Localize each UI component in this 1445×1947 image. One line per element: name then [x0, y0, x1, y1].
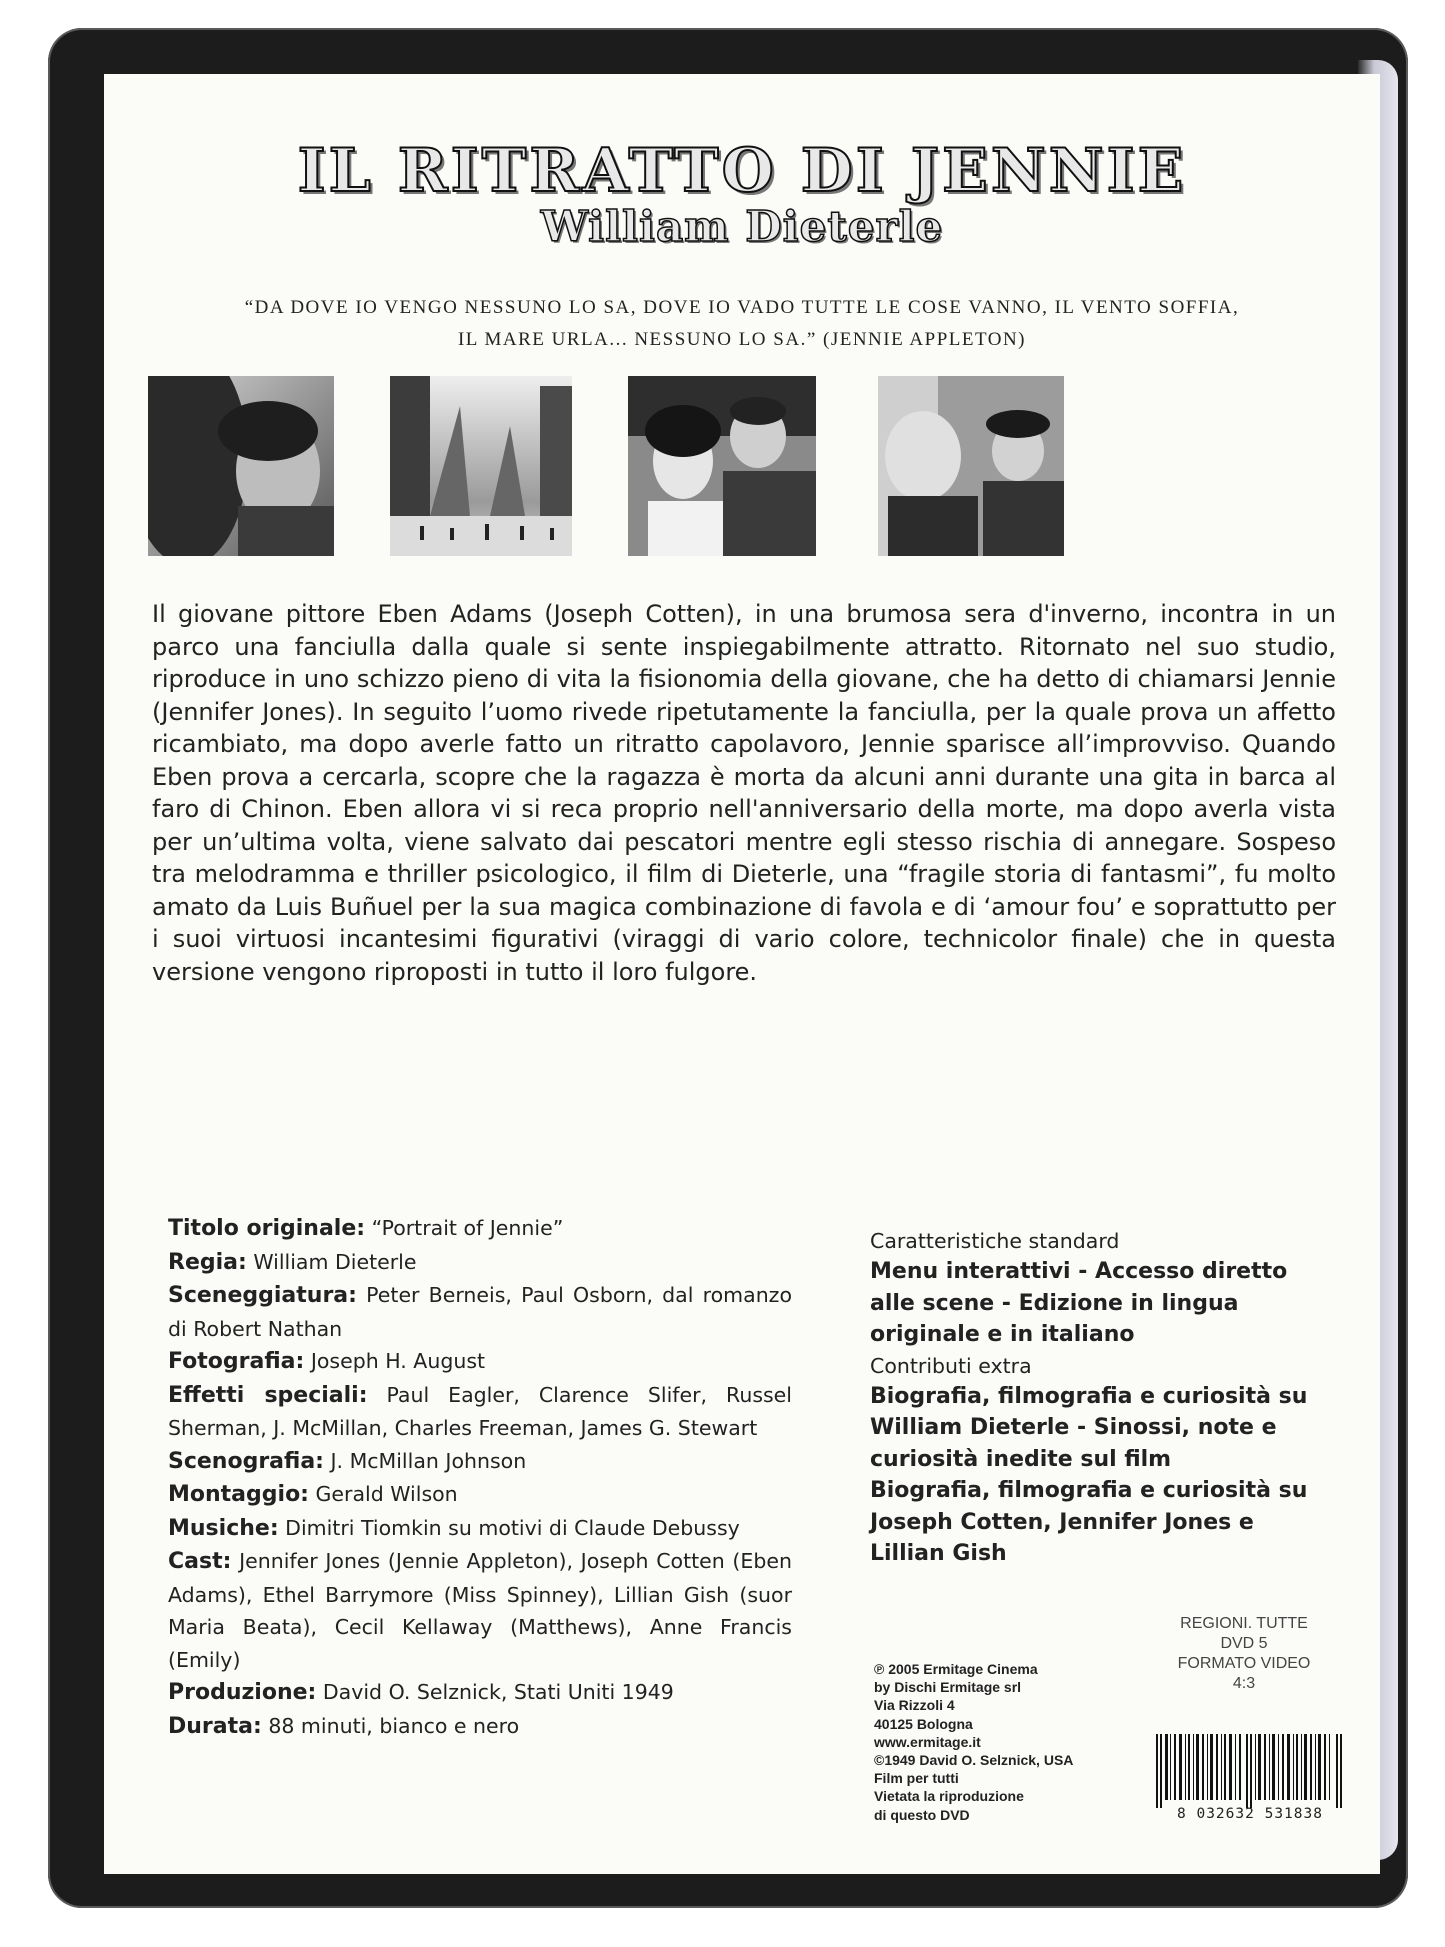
- credit-key: Musiche:: [168, 1515, 279, 1541]
- extra-features-text: Biografia, filmografia e curiosità su Joseph Cotten, Jennifer Jones e Lillian Gish: [870, 1478, 1308, 1566]
- extra-features-label: Contributi extra: [870, 1353, 1032, 1378]
- director-name: William Dieterle: [540, 202, 944, 251]
- credit-key: Titolo originale:: [168, 1216, 366, 1241]
- barcode-digits: 8 032632 531838: [1177, 1806, 1323, 1822]
- publisher-line: www.ermitage.it: [874, 1733, 981, 1750]
- credit-line: [168, 1246, 792, 1280]
- credits-block: [168, 1212, 792, 1743]
- publisher-line: ℗ 2005 Ermitage Cinema: [874, 1661, 1038, 1677]
- synopsis-text: Il giovane pittore Eben Adams (Joseph Cotten), in una brumosa sera d'inverno, incontra in un parco una fanciulla dalla quale si sente inspiegabilmente attratto. Ritornato nel suo studio, riproduce in uno schizzo pieno di vita la fisionomia della giovane, che ha detto di chiamarsi Jennie (Jennifer Jones). In seguito l’uomo rivede ripetutamente la fanciulla, per la quale prova un affetto ricambiato, ma dopo averle fatto un ritratto capolavoro, Jennie sparisce all’improvviso. Quando Eben prova a cercarla, scopre che la ragazza è morta da alcuni anni durante una gita in barca al faro di Chinon. Eben allora vi si reca proprio nell'anniversario della morte, ma dopo averla vista per un’ultima volta, viene salvato dai pescatori mentre egli stesso rischia di annegare. Sospeso tra melodramma e thriller psicologico, il film di Dieterle, una “fragile storia di fantasmi”, fu molto amato da Luis Buñuel per la sua magica combinazione di favola e di ‘amour fou’ e soprattutto per i suoi virtuosi incantesimi figurativi (viraggi di vario colore, technicolor finale) che in questa versione vengono riproposti in tutto il loro fulgore.: [152, 600, 1336, 986]
- credit-value: J. McMillan Johnson: [330, 1448, 527, 1473]
- credit-line: [168, 1279, 792, 1345]
- tagline-quote: [184, 292, 1300, 356]
- credit-value: Paul Eagler, Clarence Slifer, Russel Sherman, J. McMillan, Charles Freeman, James G. Stewart: [168, 1382, 792, 1440]
- publisher-line: 40125 Bologna: [874, 1715, 973, 1732]
- credit-line: [168, 1478, 792, 1512]
- film-still-gallery: [878, 376, 1064, 556]
- credit-line: [168, 1512, 792, 1546]
- credit-value: Gerald Wilson: [315, 1482, 458, 1506]
- credit-line: [168, 1212, 792, 1246]
- credit-value: Peter Berneis, Paul Osborn, dal romanzo di Robert Nathan: [168, 1283, 792, 1341]
- spec-line: FORMATO VIDEO: [1177, 1655, 1311, 1672]
- credit-key: Sceneggiatura:: [168, 1283, 357, 1308]
- standard-features-label: Caratteristiche standard: [870, 1229, 1120, 1253]
- credit-value: William Dieterle: [253, 1249, 417, 1274]
- credit-key: Durata:: [168, 1713, 262, 1739]
- publisher-line: ©1949 David O. Selznick, USA: [874, 1752, 1074, 1769]
- publisher-info: [874, 1660, 1073, 1824]
- credit-value: David O. Selznick, Stati Uniti 1949: [322, 1680, 674, 1704]
- dvd-features: [870, 1226, 1334, 1570]
- standard-features-text: Menu interattivi - Accesso diretto alle scene - Edizione in lingua originale e in italiano: [870, 1259, 1288, 1347]
- credit-value: Dimitri Tiomkin su motivi di Claude Debussy: [285, 1515, 740, 1540]
- publisher-line: Film per tutti: [874, 1770, 959, 1787]
- film-still-park: [390, 376, 572, 556]
- back-cover: [104, 74, 1380, 1874]
- dvd-specs: [1134, 1614, 1354, 1694]
- credit-line: [168, 1379, 792, 1445]
- credit-line: [168, 1710, 792, 1744]
- film-still-couple: [628, 376, 816, 556]
- credit-value: “Portrait of Jennie”: [371, 1216, 564, 1240]
- publisher-line: by Dischi Ermitage srl: [874, 1679, 1022, 1696]
- credit-line: [168, 1676, 792, 1710]
- credit-key: Montaggio:: [168, 1482, 309, 1507]
- quote-line: IL MARE URLA... NESSUNO LO SA.” (JENNIE APPLETON): [457, 329, 1027, 350]
- film-still-embrace: [148, 376, 334, 556]
- credit-key: Produzione:: [168, 1680, 317, 1705]
- credit-key: Cast:: [168, 1549, 232, 1574]
- publisher-line: di questo DVD: [874, 1806, 970, 1823]
- credit-line: [168, 1345, 792, 1379]
- credit-value: 88 minuti, bianco e nero: [268, 1713, 520, 1738]
- publisher-line: Vietata la riproduzione: [874, 1788, 1024, 1805]
- credit-key: Effetti speciali:: [168, 1382, 368, 1408]
- credit-key: Scenografia:: [168, 1448, 324, 1474]
- credit-value: Jennifer Jones (Jennie Appleton), Joseph Cotten (Eben Adams), Ethel Barrymore (Miss Spinney), Lillian Gish (suor Maria Beata), Cecil Kellaway (Matthews), Anne Francis (Emily): [168, 1549, 792, 1672]
- credit-key: Fotografia:: [168, 1349, 305, 1374]
- credit-line: [168, 1545, 792, 1676]
- barcode: [1154, 1734, 1344, 1808]
- quote-line: “DA DOVE IO VENGO NESSUNO LO SA, DOVE IO VADO TUTTE LE COSE VANNO, IL VENTO SOFFIA,: [244, 297, 1240, 318]
- publisher-line: Via Rizzoli 4: [874, 1697, 955, 1714]
- credit-line: [168, 1445, 792, 1479]
- credit-key: Regia:: [168, 1249, 247, 1275]
- film-title: IL RITRATTO DI JENNIE: [297, 136, 1187, 206]
- spec-line: 4:3: [1232, 1675, 1256, 1692]
- spec-line: REGIONI. TUTTE: [1180, 1615, 1308, 1632]
- credit-value: Joseph H. August: [310, 1349, 486, 1373]
- spec-line: DVD 5: [1220, 1635, 1268, 1652]
- extra-features-text: Biografia, filmografia e curiosità su William Dieterle - Sinossi, note e curiosità inedite sul film: [870, 1383, 1308, 1472]
